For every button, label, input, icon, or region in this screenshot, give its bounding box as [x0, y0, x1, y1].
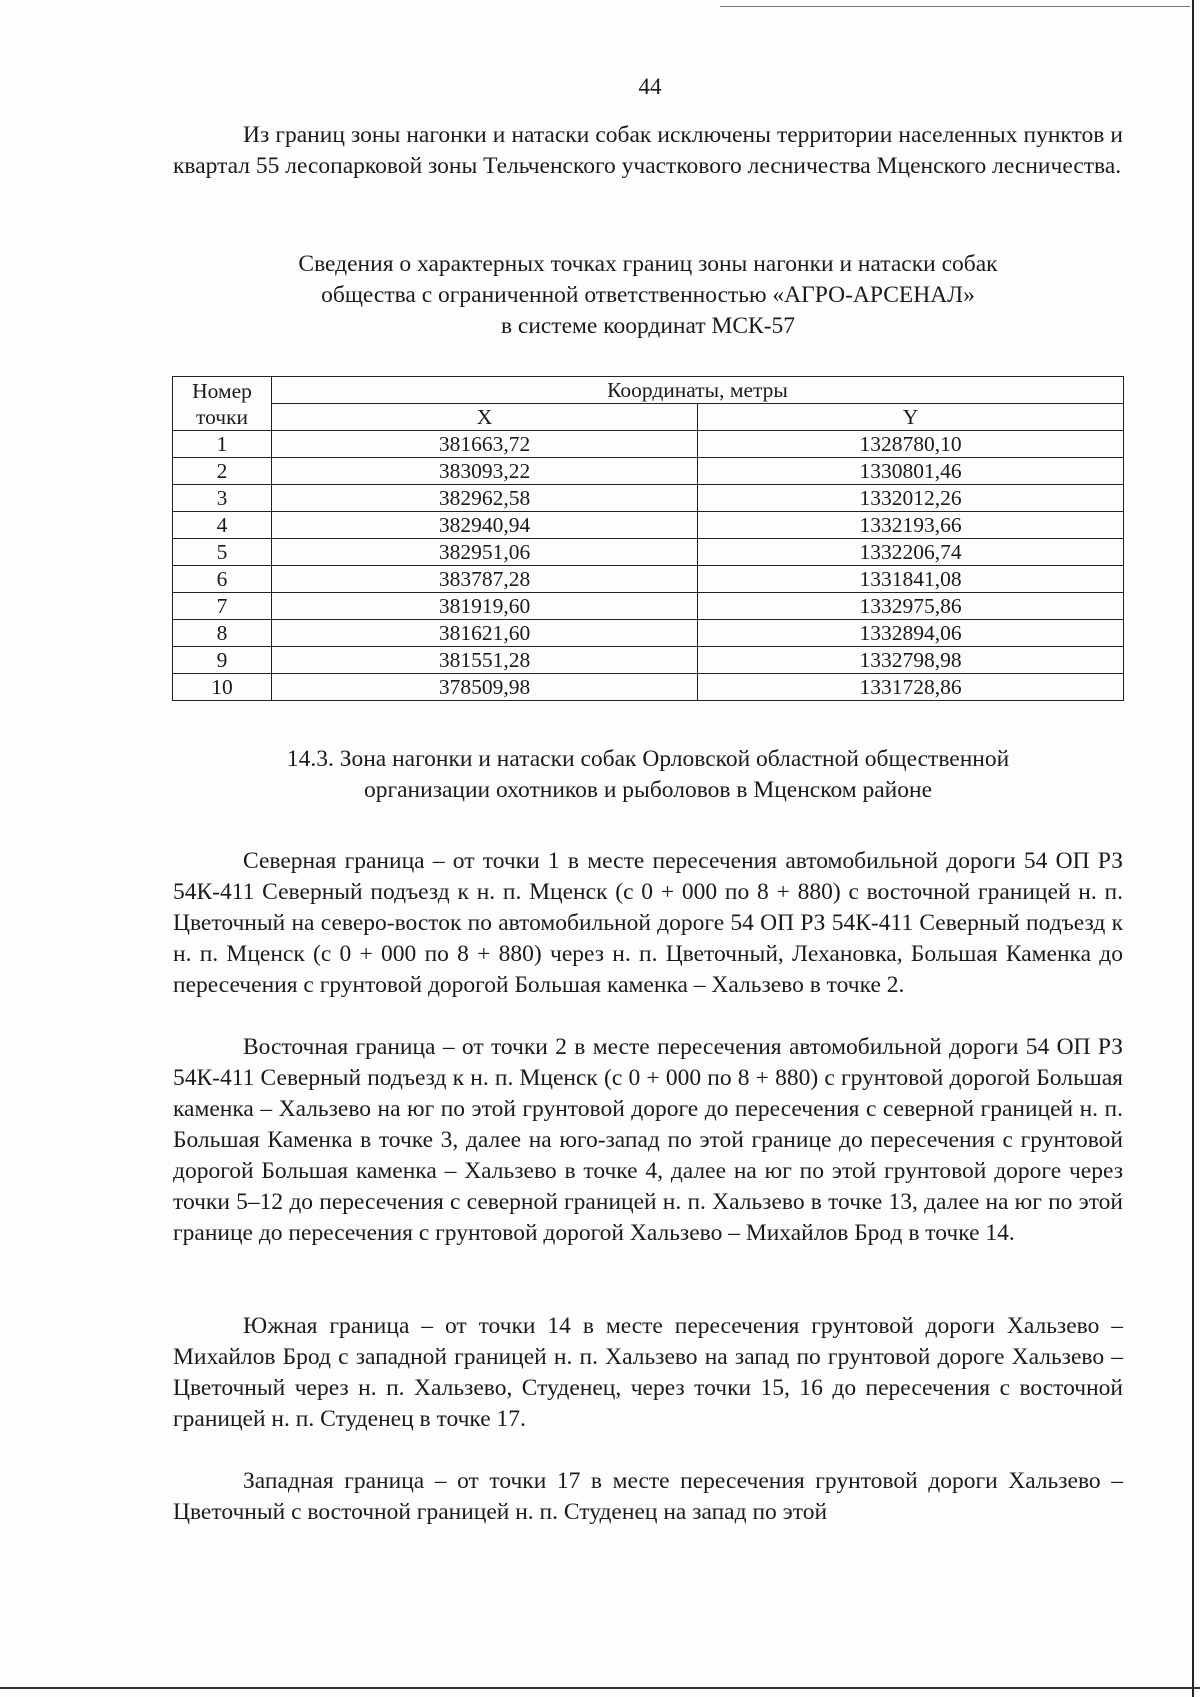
table-row [173, 620, 1124, 647]
cell-y: 1330801,46 [698, 458, 1124, 485]
cell-x: 383787,28 [272, 566, 698, 593]
cell-y: 1331841,08 [698, 566, 1124, 593]
cell-point-number: 10 [173, 674, 272, 701]
table-title [173, 249, 1123, 342]
intro-paragraph: Из границ зоны нагонки и натаски собак исключены территории населенных пунктов и квартал 55 лесопарковой зоны Тельченского участкового лесничества Мценского лесничества. [173, 122, 1123, 179]
table-body [173, 431, 1124, 701]
cell-y: 1332975,86 [698, 593, 1124, 620]
table-title-line-1: Сведения о характерных точках границ зоны нагонки и натаски собак [298, 251, 998, 277]
cell-y: 1331728,86 [698, 674, 1124, 701]
table-row [173, 593, 1124, 620]
cell-y: 1328780,10 [698, 431, 1124, 458]
cell-y: 1332206,74 [698, 539, 1124, 566]
table-row [173, 512, 1124, 539]
paragraph-north-border: Северная граница – от точки 1 в месте пересечения автомобильной дороги 54 ОП РЗ 54К-411 Северный подъезд к н. п. Мценск (с 0 + 000 по 8 + 880) с восточной границей н. п. Цветочный на северо-восток по автомобильной дороге 54 ОП РЗ 54К-411 Северный подъезд к н. п. Мценск (с 0 + 000 по 8 + 880) через н. п. Цветочный, Лехановка, Большая Каменка до пересечения с грунтовой дорогой Большая каменка – Хальзево в точке 2. [173, 848, 1123, 998]
table-row [173, 647, 1124, 674]
cell-y: 1332193,66 [698, 512, 1124, 539]
header-y: Y [698, 404, 1124, 431]
section-heading [173, 744, 1123, 806]
cell-point-number: 7 [173, 593, 272, 620]
paragraph-east-border: Восточная граница – от точки 2 в месте пересечения автомобильной дороги 54 ОП РЗ 54К-411 Северный подъезд к н. п. Мценск (с 0 + 000 по 8 + 880) с грунтовой дорогой Большая каменка – Хальзево на юг по этой грунтовой дороге до пересечения с северной границей н. п. Большая Каменка в точке 3, далее на юго-запад по этой границе до пересечения с грунтовой дорогой Большая каменка – Хальзево в точке 4, далее на юг по этой грунтовой дороге через точки 5–12 до пересечения с северной границей н. п. Хальзево в точке 13, далее на юг по этой границе до пересечения с грунтовой дорогой Хальзево – Михайлов Брод в точке 14. [173, 1034, 1123, 1246]
scan-edge-right [1192, 0, 1194, 1697]
header-point-number [173, 377, 272, 431]
cell-point-number: 3 [173, 485, 272, 512]
cell-x: 378509,98 [272, 674, 698, 701]
table-title-line-3: в системе координат МСК-57 [500, 313, 796, 339]
section-heading-line-2: организации охотников и рыболовов в Мценском районе [363, 777, 933, 803]
table-row [173, 458, 1124, 485]
cell-x: 382951,06 [272, 539, 698, 566]
table-header-row [173, 377, 1124, 404]
scan-edge-top [720, 6, 1190, 7]
table-row [173, 485, 1124, 512]
table-row [173, 539, 1124, 566]
cell-y: 1332894,06 [698, 620, 1124, 647]
cell-x: 381919,60 [272, 593, 698, 620]
cell-point-number: 1 [173, 431, 272, 458]
table-row [173, 566, 1124, 593]
cell-y: 1332798,98 [698, 647, 1124, 674]
header-x: X [272, 404, 698, 431]
table-title-line-2: общества с ограниченной ответственностью «АГРО-АРСЕНАЛ» [321, 282, 975, 308]
cell-y: 1332012,26 [698, 485, 1124, 512]
paragraph-south-border: Южная граница – от точки 14 в месте пересечения грунтовой дороги Хальзево – Михайлов Брод с западной границей н. п. Хальзево на запад по грунтовой дороге Хальзево – Цветочный через н. п. Хальзево, Студенец, через точки 15, 16 до пересечения с восточной границей н. п. Студенец в точке 17. [173, 1313, 1123, 1432]
cell-point-number: 2 [173, 458, 272, 485]
paragraph-west-border: Западная граница – от точки 17 в месте пересечения грунтовой дороги Хальзево – Цветочный с восточной границей н. п. Студенец на запад по этой [173, 1468, 1123, 1525]
cell-x: 383093,22 [272, 458, 698, 485]
table-row [173, 431, 1124, 458]
table-subheader-row [173, 404, 1124, 431]
header-coordinates: Координаты, метры [272, 377, 1124, 404]
cell-x: 382962,58 [272, 485, 698, 512]
header-point-line-2: точки [195, 404, 249, 429]
cell-x: 381663,72 [272, 431, 698, 458]
scan-edge-bottom [0, 1687, 1200, 1689]
header-point-line-1: Номер [192, 378, 252, 403]
cell-x: 381621,60 [272, 620, 698, 647]
cell-point-number: 6 [173, 566, 272, 593]
table-row [173, 674, 1124, 701]
cell-point-number: 4 [173, 512, 272, 539]
cell-point-number: 5 [173, 539, 272, 566]
coordinates-table [172, 376, 1124, 701]
page-number: 44 [638, 74, 662, 99]
cell-point-number: 8 [173, 620, 272, 647]
cell-point-number: 9 [173, 647, 272, 674]
cell-x: 382940,94 [272, 512, 698, 539]
section-heading-line-1: 14.3. Зона нагонки и натаски собак Орловской областной общественной [286, 746, 1010, 772]
cell-x: 381551,28 [272, 647, 698, 674]
